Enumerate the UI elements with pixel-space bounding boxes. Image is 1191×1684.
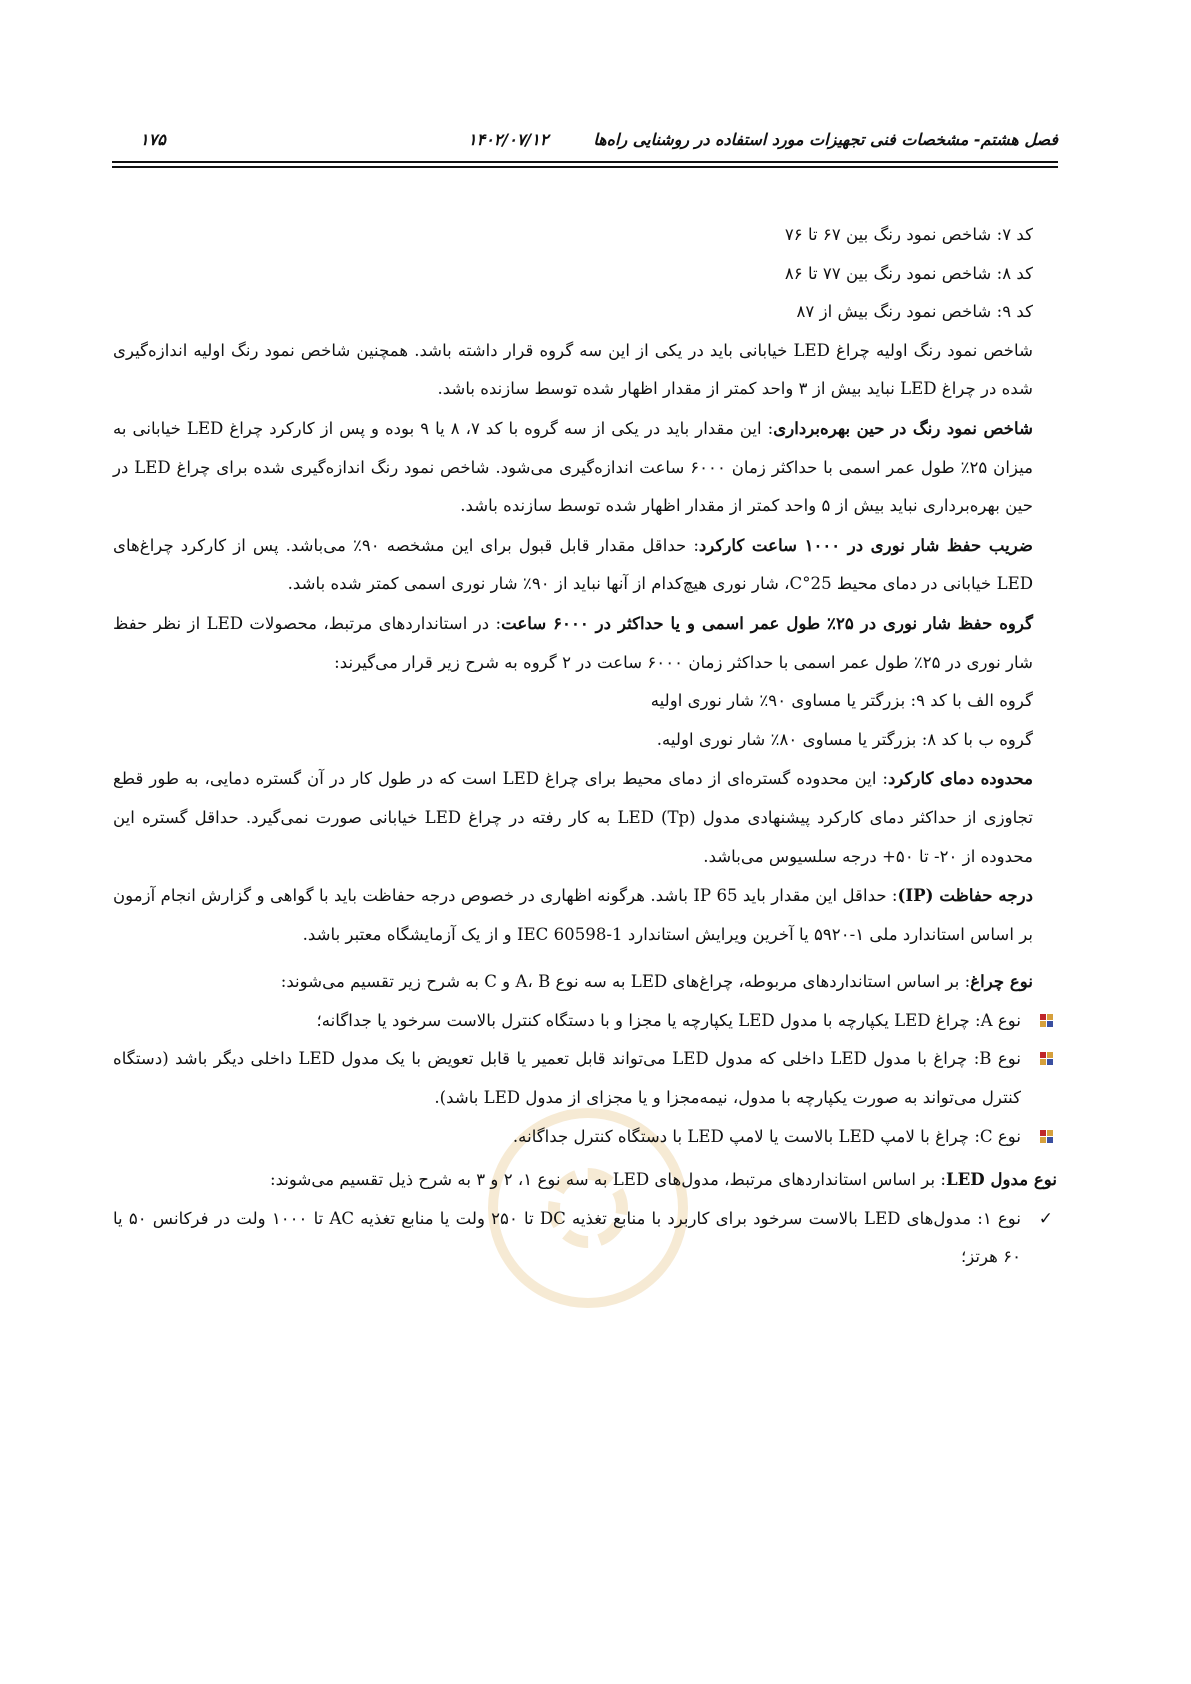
header-date: ۱۴۰۲/۰۷/۱۲: [468, 130, 549, 149]
lamp-type-item: [113, 1118, 1057, 1157]
lamp-type-item: [113, 1040, 1057, 1117]
code-line: کد ۷: شاخص نمود رنگ بین ۶۷ تا ۷۶: [784, 225, 1033, 244]
group-line: گروه الف با کد ۹: بزرگتر یا مساوی ۹۰٪ شار نوری اولیه: [650, 691, 1033, 711]
page-number: ۱۷۵: [140, 130, 166, 149]
module-type-item: [113, 1200, 1057, 1277]
square-bullet-icon: [1040, 1014, 1053, 1027]
term-flux-1000: ضریب حفظ شار نوری در ۱۰۰۰ ساعت کارکرد: [698, 534, 1034, 555]
lamp-type-text: نوع A: چراغ LED یکپارچه با مدول LED یکپارچه یا مجزا و با دستگاه کنترل بالاست سرخود یا جداگانه؛: [316, 1010, 1021, 1030]
term-module-type: نوع مدول LED: [945, 1169, 1057, 1190]
text-cri-operation: : این مقدار باید در یکی از سه گروه با کد ۷، ۸ یا ۹ بوده و پس از کارکرد چراغ LED خیابانی به میزان ۲۵٪ طول عمر اسمی با حداکثر زمان ۶۰۰۰ ساعت اندازه‌گیری می‌شود. شاخص نمود رنگ اندازه‌گیری شده برای چراغ LED در حین بهره‌برداری نباید بیش از ۵ واحد کمتر از مقدار اظهار شده توسط سازنده باشد.: [113, 418, 1034, 516]
term-flux-group: گروه حفظ شار نوری در ۲۵٪ طول عمر اسمی و یا حداکثر در ۶۰۰۰ ساعت: [501, 612, 1033, 633]
text-temp-range: : این محدوده گستره‌ای از دمای محیط برای چراغ LED است که در طول کار در آن گستره دمایی، به طور قطع تجاوزی از حداکثر دمای کارکرد پیشنهادی مدول LED (Tp) به کار رفته در چراغ LED خیابانی صورت نمی‌گیرد. حداقل گستره این محدوده از ۲۰- تا ۵۰+ درجه سلسیوس می‌باشد.: [113, 769, 1033, 866]
paragraph-flux-1000: [113, 526, 1057, 604]
code-line: کد ۸: شاخص نمود رنگ بین ۷۷ تا ۸۶: [784, 263, 1033, 283]
paragraph-ip-rating: [113, 876, 1057, 954]
checkmark-icon: ✓: [1038, 1208, 1053, 1229]
document-body: [113, 216, 1057, 1277]
square-bullet-icon: [1040, 1130, 1053, 1143]
term-lamp-type: نوع چراغ: [970, 971, 1033, 992]
paragraph-lamp-type: [113, 962, 1057, 1002]
square-bullet-icon: [1040, 1052, 1053, 1065]
paragraph-initial-cri: شاخص نمود رنگ اولیه چراغ LED خیابانی باید در یکی از این سه گروه قرار داشته باشد. همچنین شاخص نمود رنگ اولیه اندازه‌گیری شده در چراغ LED نباید بیش از ۳ واحد کمتر از مقدار اظهار شده توسط سازنده باشد.: [113, 340, 1033, 399]
term-ip-rating: درجه حفاظت (IP): [897, 885, 1033, 906]
text-flux-group: : در استانداردهای مرتبط، محصولات LED از نظر حفظ شار نوری در ۲۵٪ طول عمر اسمی با حداکثر زمان ۶۰۰۰ ساعت در ۲ گروه به شرح زیر قرار می‌گیرند:: [113, 613, 1033, 672]
term-cri-operation: شاخص نمود رنگ در حین بهره‌برداری: [773, 417, 1034, 438]
chapter-title: فصل هشتم- مشخصات فنی تجهیزات مورد استفاده در روشنایی راه‌ها: [593, 130, 1058, 149]
text-module-type: : بر اساس استانداردهای مرتبط، مدول‌های LED به سه نوع ۱، ۲ و ۳ به شرح ذیل تقسیم می‌شوند:: [270, 1170, 946, 1190]
text-ip-rating: : حداقل این مقدار باید IP 65 باشد. هرگونه اظهاری در خصوص درجه حفاظت باید با گواهی و گزارش انجام آزمون بر اساس استاندارد ملی ۱-۵۹۲۰ یا آخرین ویرایش استاندارد IEC 60598-1 و از یک آزمایشگاه معتبر باشد.: [113, 886, 1033, 944]
code-line: کد ۹: شاخص نمود رنگ بیش از ۸۷: [796, 302, 1033, 322]
text-flux-1000: : حداقل مقدار قابل قبول برای این مشخصه ۹۰٪ می‌باشد. پس از کارکرد چراغ‌های LED خیابانی در دمای محیط 25°C، شار نوری هیچ‌کدام از آنها نباید از ۹۰٪ شار نوری اسمی کمتر شده باشد.: [113, 535, 1033, 594]
lamp-type-text: نوع B: چراغ با مدول LED داخلی که مدول LED می‌تواند قابل تعمیر یا قابل تعویض با یک مدول LED داخلی دیگر باشد (دستگاه کنترل می‌تواند به صورت یکپارچه با مدول، نیمه‌مجزا و یا مجزای از مدول LED باشد).: [113, 1049, 1021, 1108]
page-header: [113, 130, 1058, 156]
lamp-type-text: نوع C: چراغ با لامپ LED بالاست یا لامپ LED با دستگاه کنترل جداگانه.: [512, 1126, 1021, 1146]
paragraph-cri-operation: [113, 409, 1057, 526]
header-rule-thick: [112, 161, 1058, 163]
paragraph-temp-range: [113, 759, 1057, 876]
text-lamp-type: : بر اساس استانداردهای مربوطه، چراغ‌های LED به سه نوع A، B و C به شرح زیر تقسیم می‌شوند:: [280, 972, 971, 992]
group-line: گروه ب با کد ۸: بزرگتر یا مساوی ۸۰٪ شار نوری اولیه.: [656, 729, 1033, 749]
paragraph-flux-group: [113, 604, 1057, 682]
module-type-text: نوع ۱: مدول‌های LED بالاست سرخود برای کاربرد با منابع تغذیه DC تا ۲۵۰ ولت یا منابع تغذیه AC تا ۱۰۰۰ ولت در فرکانس ۵۰ یا ۶۰ هرتز؛: [113, 1208, 1021, 1267]
term-temp-range: محدوده دمای کارکرد: [887, 768, 1033, 789]
header-rule-thin: [112, 166, 1058, 168]
paragraph-module-type: [113, 1160, 1057, 1200]
lamp-type-item: [113, 1002, 1057, 1041]
